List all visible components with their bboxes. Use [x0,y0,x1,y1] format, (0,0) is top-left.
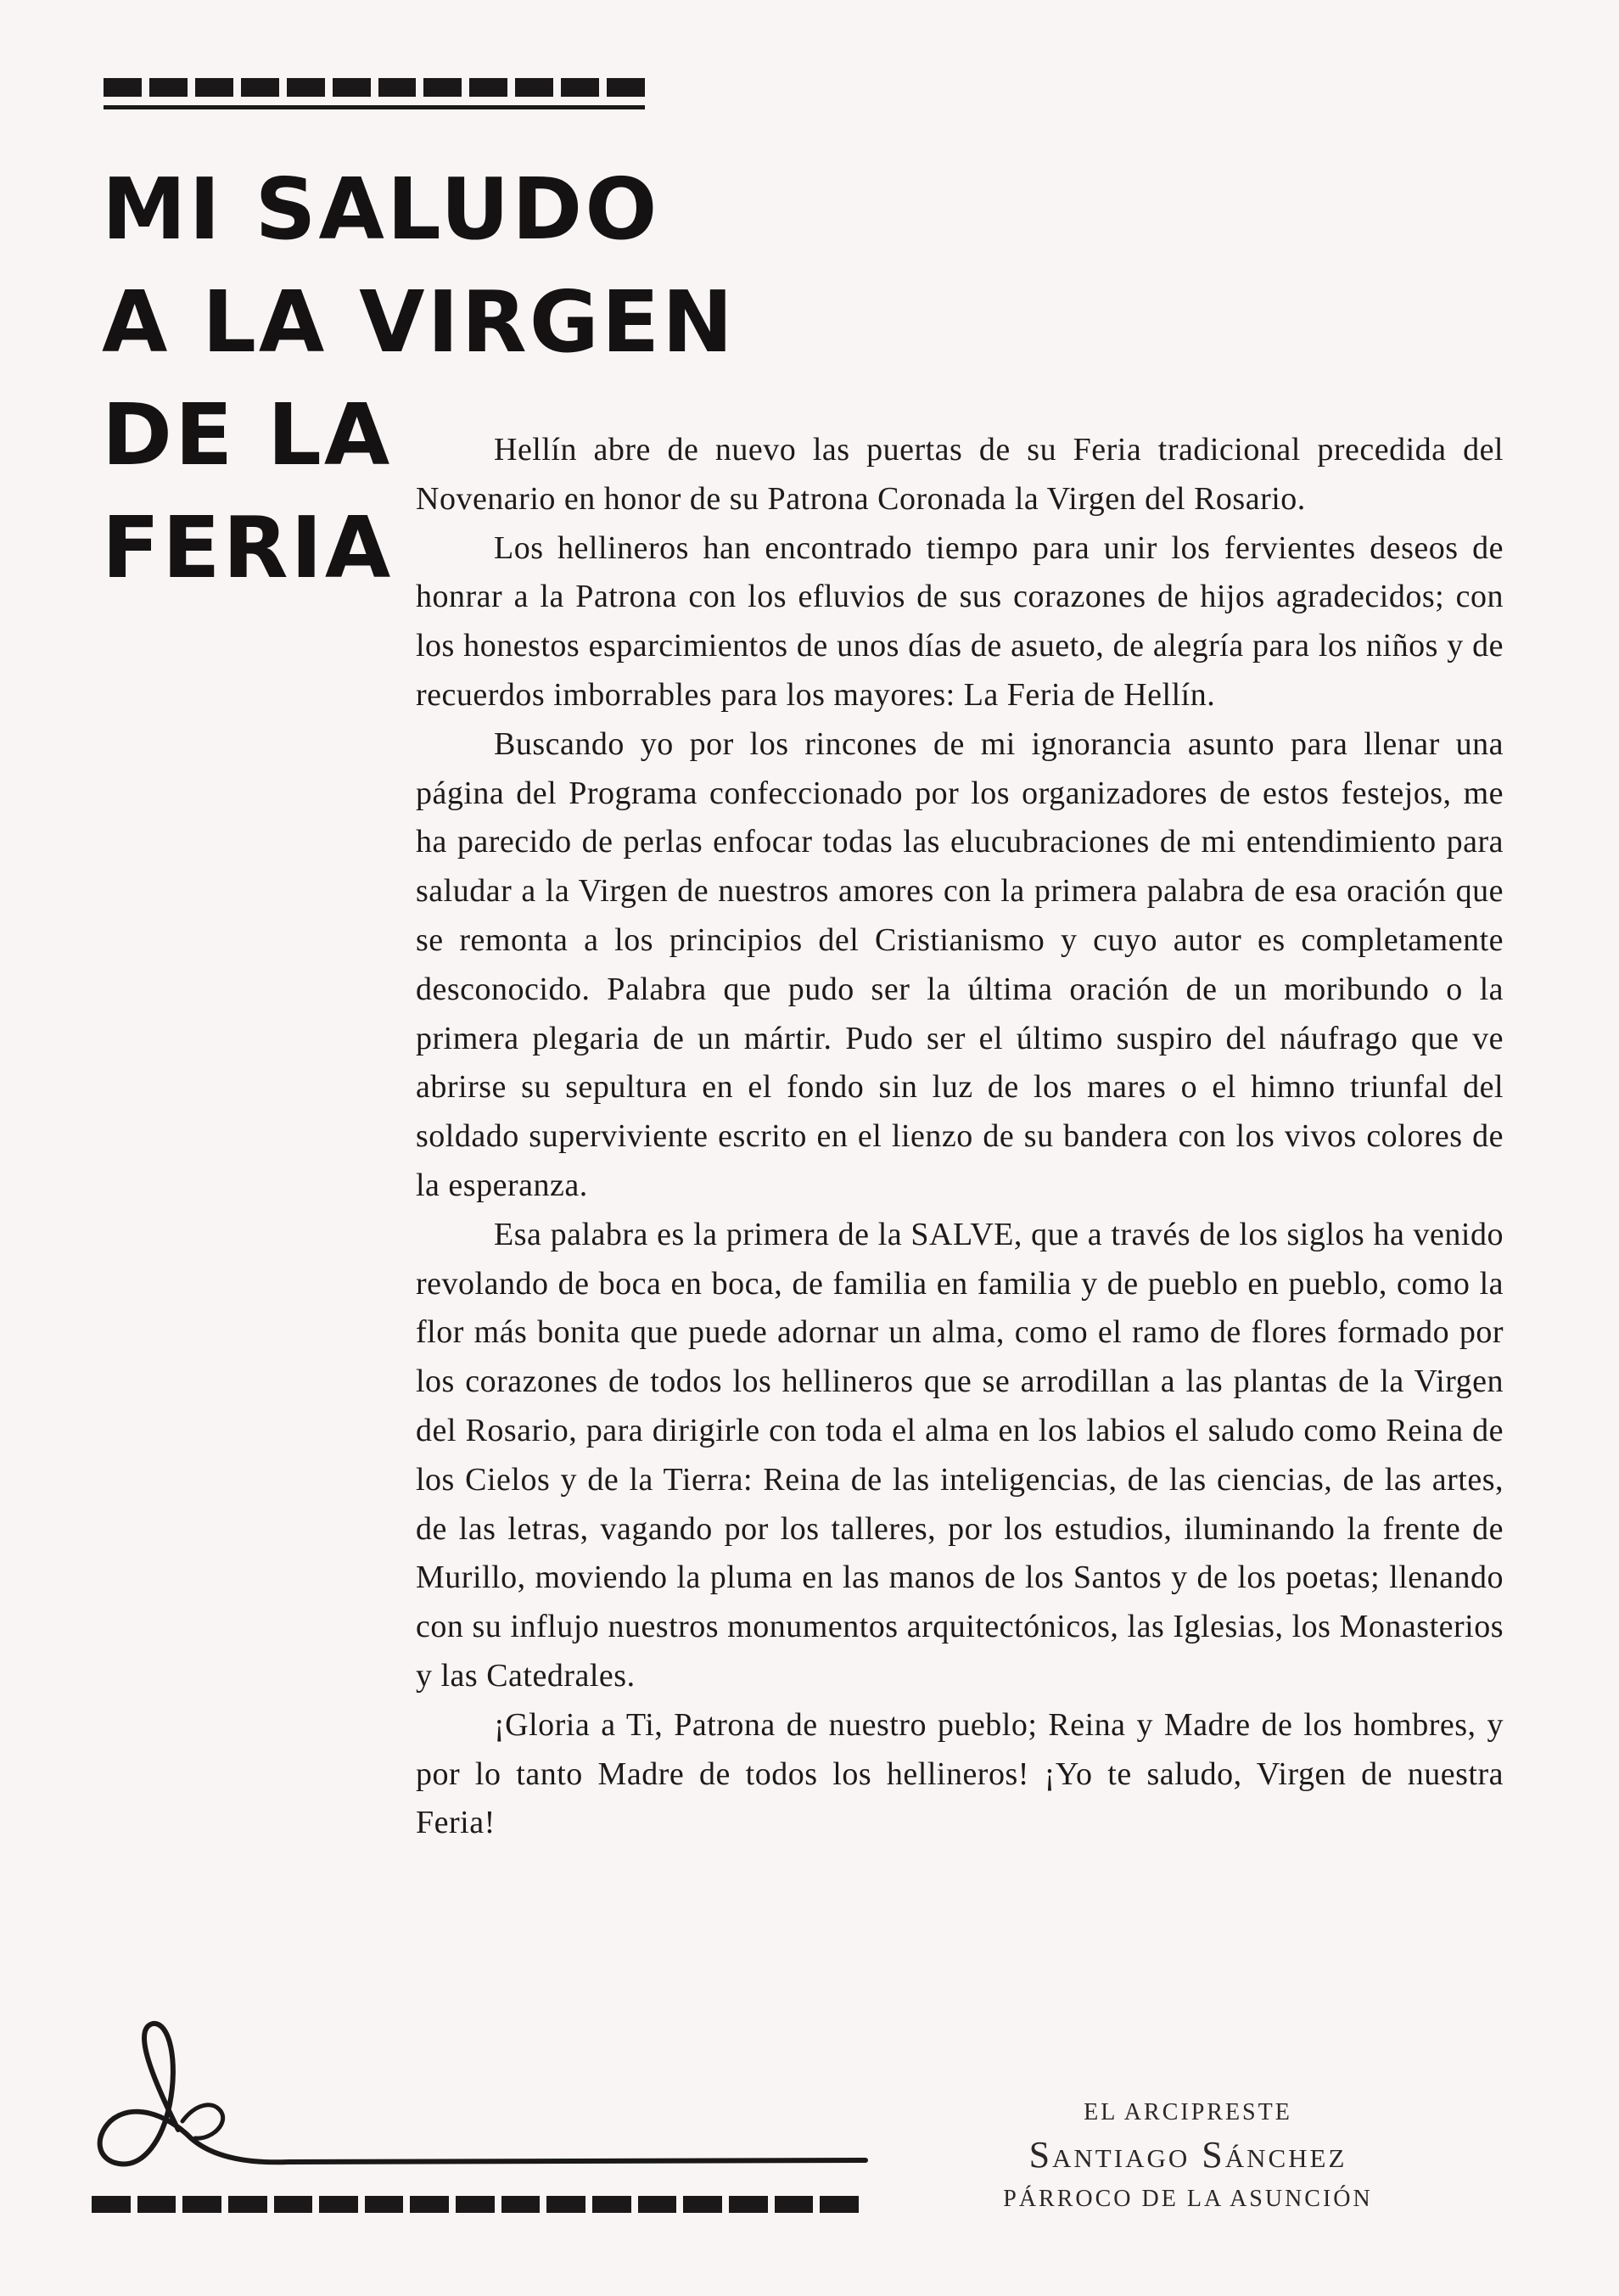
paragraph: ¡Gloria a Ti, Patrona de nuestro pueblo; Reina y Madre de los hombres, y por lo tanto Madre de todos los hellineros! ¡Yo te saludo, Virgen de nuestra Feria! [416,1706,1504,1841]
top-ornamental-rule [104,78,645,109]
title-line: A LA VIRGEN [102,272,736,372]
title-line: MI SALUDO [102,160,660,259]
signature-block [959,2096,1417,2218]
signature-name: Santiago Sánchez [1028,2134,1347,2176]
flourish-ornament-icon [85,2011,874,2181]
title-line: DE LA [102,385,393,484]
paragraph: Hellín abre de nuevo las puertas de su Feria tradicional precedida del Novenario en honor de su Patrona Coronada la Virgen del Rosario. [416,432,1504,517]
signature-title: EL ARCIPRESTE [1084,2099,1292,2125]
article-body [416,426,1504,1848]
paragraph: Los hellineros han encontrado tiempo para unir los fervientes deseos de honrar a la Patrona con los efluvios de sus corazones de hijos agradecidos; con los honestos esparcimientos de unos días de asueto, de alegría para los niños y de recuerdos imborrables para los mayores: La Feria de Hellín. [416,529,1504,713]
title-line: FERIA [102,498,394,597]
signature-role: PÁRROCO DE LA ASUNCIÓN [1003,2186,1373,2212]
paragraph: Buscando yo por los rincones de mi ignorancia asunto para llenar una página del Programa confeccionado por los organizadores de estos festejos, me ha parecido de perlas enfocar todas las elucubraciones de mi entendimiento para saludar a la Virgen de nuestros amores con la primera palabra de esa oración que se remonta a los principios del Cristianismo y cuyo autor es completamente desconocido. Palabra que pudo ser la última oración de un moribundo o la primera plegaria de un mártir. Pudo ser el último suspiro del náufrago que ve abrirse su sepultura en el fondo sin luz de los mares o el himno triunfal del soldado superviviente escrito en el lienzo de su bandera con los vivos colores de la esperanza. [416,725,1504,1203]
paragraph: Esa palabra es la primera de la SALVE, que a través de los siglos ha venido revolando de boca en boca, de familia en familia y de pueblo en pueblo, como la flor más bonita que puede adornar un alma, como el ramo de flores formado por los corazones de todos los hellineros que se arrodillan a las plantas de la Virgen del Rosario, para dirigirle con toda el alma en los labios el saludo como Reina de los Cielos y de la Tierra: Reina de las inteligencias, de las ciencias, de las artes, de las letras, vagando por los talleres, por los estudios, iluminando la frente de Murillo, moviendo la pluma en las manos de los Santos y de los poetas; llenando con su influjo nuestros monumentos arquitectónicos, las Iglesias, los Monasterios y las Catedrales. [416,1216,1504,1694]
bottom-ornamental-rule [92,2196,859,2213]
